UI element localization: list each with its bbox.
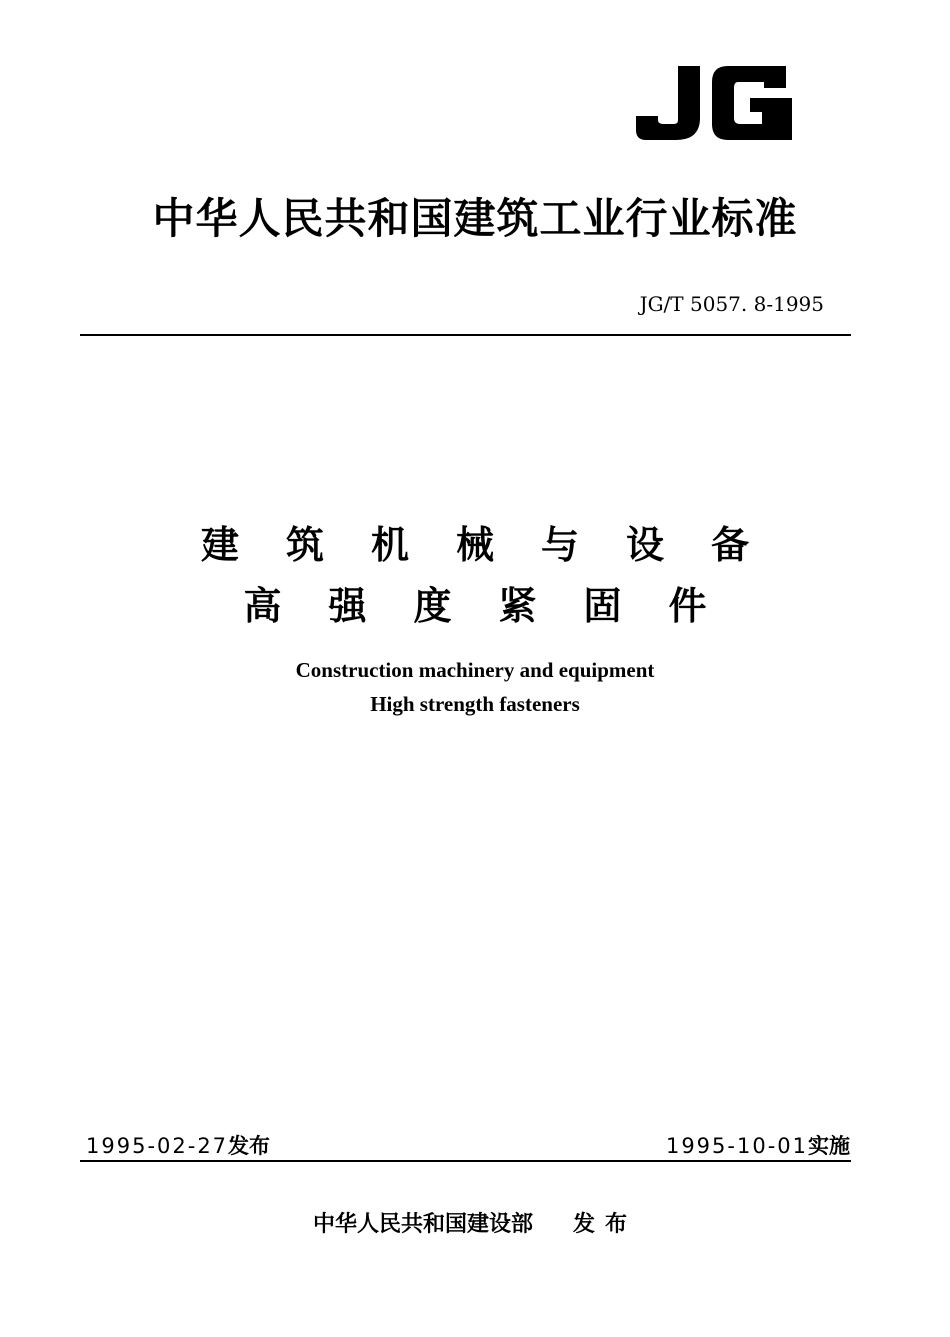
jg-logo	[636, 66, 792, 140]
standard-category-title: 中华人民共和国建筑工业行业标准	[152, 194, 798, 243]
logo-letter-g	[712, 66, 792, 140]
implement-date: 1995-10-01	[665, 1134, 808, 1158]
issuer-name: 中华人民共和国建设部	[312, 1212, 533, 1237]
implement-date-block	[666, 1130, 850, 1160]
bottom-divider	[80, 1160, 851, 1162]
title-en-line1: Construction machinery and equipment	[295, 658, 655, 682]
title-cn-line1: 建筑机械与设备	[200, 523, 796, 567]
issue-date-block	[86, 1130, 270, 1160]
implement-label: 实施	[808, 1134, 850, 1158]
issue-date: 1995-02-27	[86, 1134, 229, 1158]
title-cn-line2: 高强度紧固件	[243, 584, 754, 628]
logo-letter-j	[636, 66, 700, 140]
title-en-line2: High strength fasteners	[370, 692, 580, 716]
issuer-line	[0, 1207, 950, 1238]
top-divider	[80, 334, 851, 336]
issuer-action: 发布	[573, 1212, 638, 1237]
issue-label: 发布	[228, 1134, 271, 1158]
standard-code: JG/T 5057. 8-1995	[639, 292, 824, 316]
